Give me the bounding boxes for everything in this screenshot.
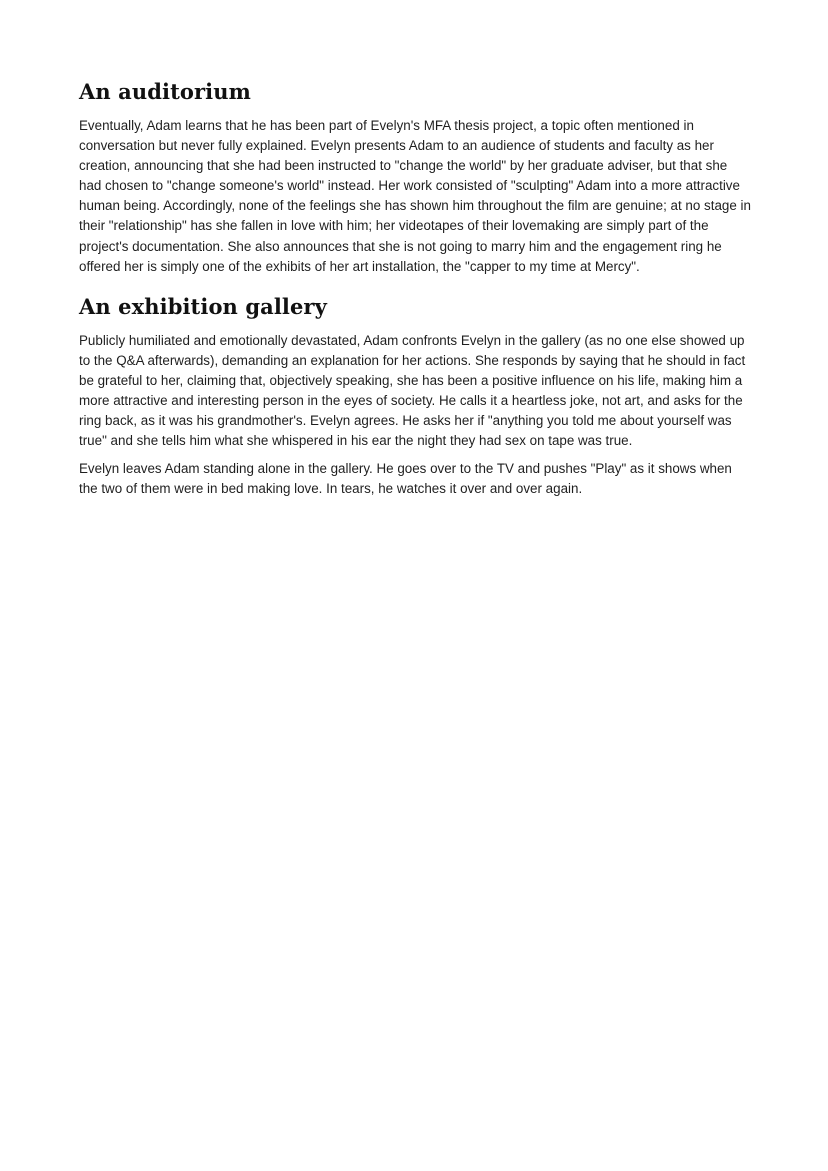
paragraph: Eventually, Adam learns that he has been part of Evelyn's MFA thesis project, a topic often mentioned in conversation but never fully explained. Evelyn presents Adam to an audience of students and faculty as her creation, announcing that she had been instructed to "change the world" by her graduate adviser, but that she had chosen to "change someone's world" instead. Her work consisted of "sculpting" Adam into a more attractive human being. Accordingly, none of the feelings she has shown him throughout the film are genuine; at no stage in their "relationship" has she fallen in love with him; her videotapes of their lovemaking are simply part of the project's documentation. She also announces that she is not going to marry him and the engagement ring he offered her is simply one of the exhibits of her art installation, the "capper to my time at Mercy". [79,118,751,274]
paragraph: Evelyn leaves Adam standing alone in the gallery. He goes over to the TV and pushes "Play" as it shows when the two of them were in bed making love. In tears, he watches it over and over again. [79,461,732,497]
section-heading: An exhibition gallery [79,293,327,319]
paragraph: Publicly humiliated and emotionally devastated, Adam confronts Evelyn in the gallery (as no one else showed up to the Q&A afterwards), demanding an explanation for her actions. She responds by saying that he should in fact be grateful to her, claiming that, objectively speaking, she has been a positive influence on his life, making him a more attractive and interesting person in the eyes of society. He calls it a heartless joke, not art, and asks for the ring back, as it was his grandmother's. Evelyn agrees. He asks her if "anything you told me about yourself was true" and she tells him what she whispered in his ear the night they had sex on tape was true. [79,332,746,449]
section-exhibition-gallery [79,293,751,500]
document-page [79,78,751,508]
section-auditorium [79,78,751,277]
section-heading: An auditorium [79,79,251,104]
